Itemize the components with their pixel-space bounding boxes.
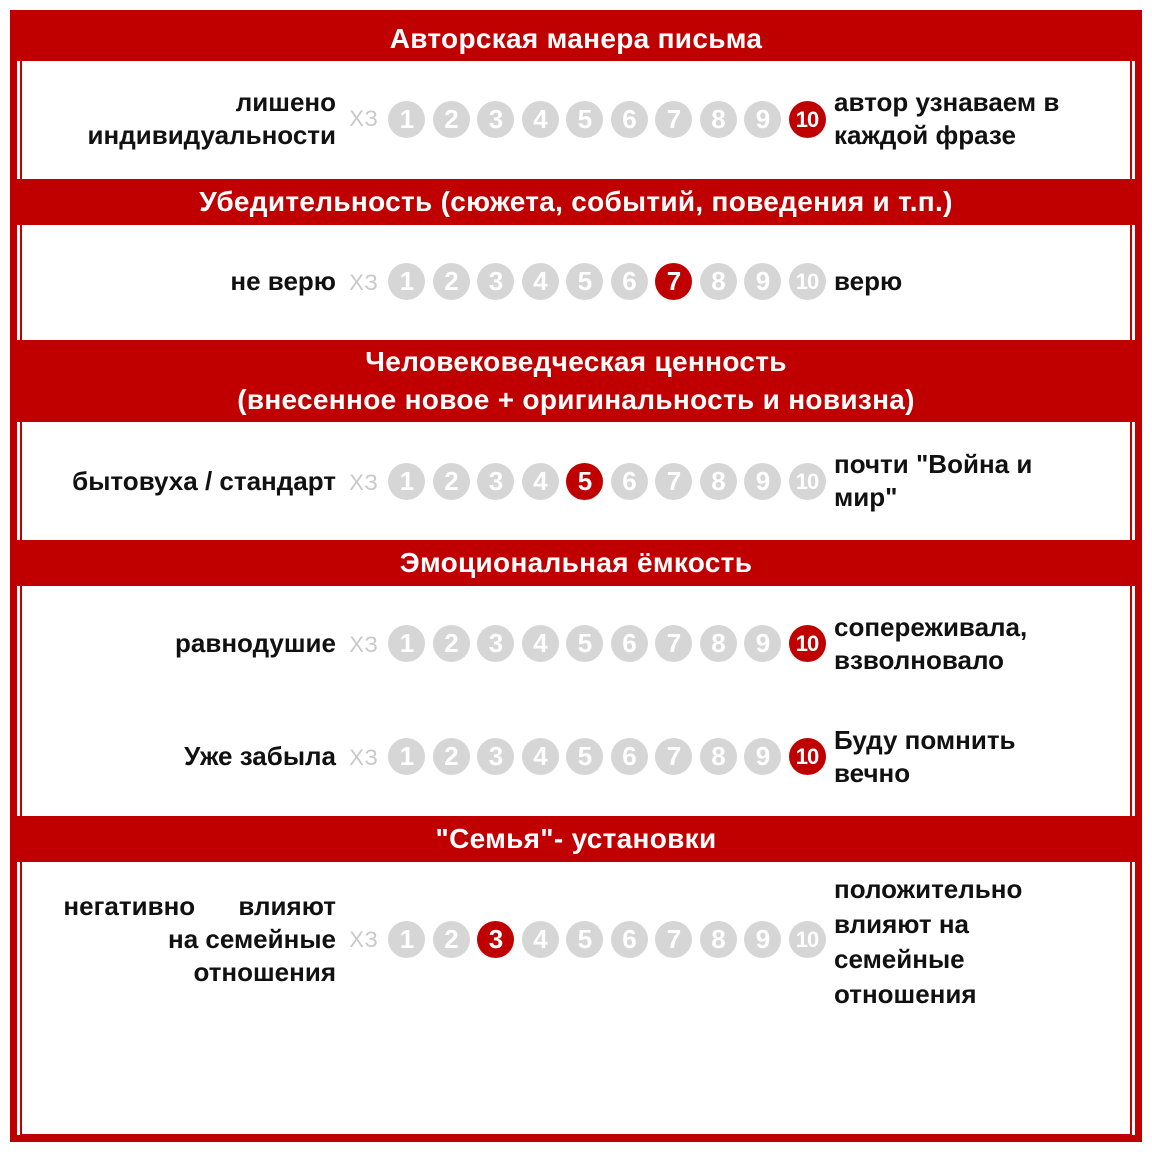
rating-row-author-style <box>20 61 1132 179</box>
rating-right-label <box>834 611 1027 677</box>
section-header-persuasiveness <box>10 179 1142 225</box>
rating-row-human-value <box>20 422 1132 540</box>
rating-circle[interactable]: 7 <box>655 101 692 138</box>
xz-option[interactable]: ХЗ <box>349 470 379 495</box>
left-label-line: отношения <box>193 957 336 987</box>
rating-circle[interactable]: 2 <box>433 738 470 775</box>
rating-circle-selected[interactable]: 5 <box>566 463 603 500</box>
right-label-line: верю <box>834 266 903 296</box>
left-label-line: равнодушие <box>175 628 336 658</box>
rating-circle-selected[interactable]: 10 <box>789 101 826 138</box>
rating-right-label <box>834 724 1016 790</box>
rating-scale <box>388 463 833 500</box>
rating-circle[interactable]: 8 <box>700 738 737 775</box>
section-title-line: "Семья"- установки <box>435 823 717 854</box>
rating-circle[interactable]: 6 <box>611 625 648 662</box>
rating-scale <box>388 921 833 958</box>
section-header-family-attitudes <box>10 816 1142 862</box>
rating-circle[interactable]: 5 <box>566 625 603 662</box>
section-title-line: Эмоциональная ёмкость <box>399 547 753 578</box>
section-header-emotional-capacity <box>10 540 1142 586</box>
rating-scale <box>388 263 833 300</box>
rating-circle-selected[interactable]: 3 <box>477 921 514 958</box>
rating-circle[interactable]: 6 <box>611 738 648 775</box>
right-label-line: каждой фразе <box>834 120 1016 150</box>
rating-circle[interactable]: 6 <box>611 101 648 138</box>
rating-scale <box>388 101 833 138</box>
rating-circle[interactable]: 3 <box>477 738 514 775</box>
rating-circle[interactable]: 4 <box>522 738 559 775</box>
rating-circle[interactable]: 5 <box>566 921 603 958</box>
rating-circle[interactable]: 9 <box>744 625 781 662</box>
rating-left-label <box>72 465 336 498</box>
rating-circle[interactable]: 5 <box>566 101 603 138</box>
rating-circle[interactable]: 1 <box>388 625 425 662</box>
rating-circle[interactable]: 1 <box>388 738 425 775</box>
rating-circle[interactable]: 8 <box>700 101 737 138</box>
rating-circle[interactable]: 7 <box>655 625 692 662</box>
rating-circle[interactable]: 2 <box>433 263 470 300</box>
rating-circle[interactable]: 2 <box>433 463 470 500</box>
section-title-line: Убедительность (сюжета, событий, поведения и т.п.) <box>199 186 953 217</box>
xz-option[interactable]: ХЗ <box>349 270 379 295</box>
rating-circle[interactable]: 10 <box>789 921 826 958</box>
left-label-line: Уже забыла <box>184 741 336 771</box>
rating-right-label <box>834 872 1022 1012</box>
rating-circle[interactable]: 6 <box>611 921 648 958</box>
rating-circle[interactable]: 2 <box>433 625 470 662</box>
rating-scale <box>388 625 833 662</box>
right-label-line: сопереживала, <box>834 612 1028 642</box>
section-header-human-value <box>10 340 1142 422</box>
rating-right-label <box>834 265 902 298</box>
rating-right-label <box>834 86 1059 152</box>
rating-row-family-attitudes <box>20 862 1132 1132</box>
left-label-line: индивидуальности <box>87 120 336 150</box>
right-label-line: Буду помнить <box>834 725 1016 755</box>
left-label-line: не верю <box>230 266 336 296</box>
rating-circle[interactable]: 9 <box>744 738 781 775</box>
rating-row-memorability <box>20 701 1132 816</box>
rating-circle[interactable]: 1 <box>388 263 425 300</box>
section-title-line: Авторская манера письма <box>389 23 763 54</box>
right-label-line: взволновало <box>834 645 1005 675</box>
xz-option[interactable]: ХЗ <box>349 745 379 770</box>
rating-circle[interactable]: 3 <box>477 625 514 662</box>
rating-circle[interactable]: 5 <box>566 738 603 775</box>
rating-left-label <box>88 86 336 152</box>
rating-left-label <box>63 890 336 989</box>
rating-circle[interactable]: 4 <box>522 263 559 300</box>
rating-circle[interactable]: 7 <box>655 463 692 500</box>
rating-circle[interactable]: 8 <box>700 263 737 300</box>
rating-circle[interactable]: 3 <box>477 101 514 138</box>
rating-circle[interactable]: 2 <box>433 921 470 958</box>
rating-circle[interactable]: 4 <box>522 101 559 138</box>
left-label-line: лишено <box>235 87 336 117</box>
rating-circle[interactable]: 10 <box>789 263 826 300</box>
rating-circle[interactable]: 10 <box>789 463 826 500</box>
rating-circle[interactable]: 1 <box>388 101 425 138</box>
xz-option[interactable]: ХЗ <box>349 106 379 131</box>
rating-circle[interactable]: 3 <box>477 263 514 300</box>
rating-circle[interactable]: 9 <box>744 463 781 500</box>
xz-option[interactable]: ХЗ <box>349 632 379 657</box>
right-label-line: вечно <box>834 758 911 788</box>
section-header-author-style <box>10 17 1142 61</box>
rating-circle-selected[interactable]: 7 <box>655 263 692 300</box>
rating-circle[interactable]: 1 <box>388 463 425 500</box>
rating-right-label <box>834 448 1032 514</box>
rating-circle[interactable]: 7 <box>655 921 692 958</box>
rating-circle[interactable]: 2 <box>433 101 470 138</box>
section-title-line: Человековедческая ценность <box>365 346 787 377</box>
rating-circle[interactable]: 8 <box>700 625 737 662</box>
left-label-line: негативно влияют <box>63 891 336 921</box>
rating-circle[interactable]: 9 <box>744 921 781 958</box>
xz-option[interactable]: ХЗ <box>349 927 379 952</box>
right-label-line: положительно <box>834 874 1023 904</box>
section-title-line: (внесенное новое + оригинальность и новизна) <box>237 384 915 415</box>
left-label-line: на семейные <box>167 924 336 954</box>
rating-row-persuasiveness <box>20 225 1132 340</box>
right-label-line: отношения <box>834 979 977 1009</box>
rating-circle[interactable]: 5 <box>566 263 603 300</box>
rating-circle[interactable]: 9 <box>744 101 781 138</box>
right-label-line: влияют на <box>834 909 969 939</box>
rating-row-empathy <box>20 586 1132 701</box>
left-label-line: бытовуха / стандарт <box>72 466 336 496</box>
rating-circle-selected[interactable]: 10 <box>789 738 826 775</box>
rating-circle[interactable]: 3 <box>477 463 514 500</box>
rating-circle-selected[interactable]: 10 <box>789 625 826 662</box>
rating-circle[interactable]: 9 <box>744 263 781 300</box>
rating-circle[interactable]: 7 <box>655 738 692 775</box>
right-label-line: почти "Война и <box>834 449 1033 479</box>
right-label-line: автор узнаваем в <box>834 87 1060 117</box>
rating-circle[interactable]: 4 <box>522 625 559 662</box>
rating-circle[interactable]: 8 <box>700 921 737 958</box>
rating-circle[interactable]: 1 <box>388 921 425 958</box>
rating-left-label <box>175 627 336 660</box>
rating-circle[interactable]: 6 <box>611 463 648 500</box>
rating-circle[interactable]: 6 <box>611 263 648 300</box>
rating-circle[interactable]: 4 <box>522 463 559 500</box>
right-label-line: мир" <box>834 482 898 512</box>
right-label-line: семейные <box>834 944 965 974</box>
rating-scale <box>388 738 833 775</box>
rating-left-label <box>230 265 336 298</box>
rating-left-label <box>184 740 336 773</box>
rating-circle[interactable]: 8 <box>700 463 737 500</box>
rating-circle[interactable]: 4 <box>522 921 559 958</box>
